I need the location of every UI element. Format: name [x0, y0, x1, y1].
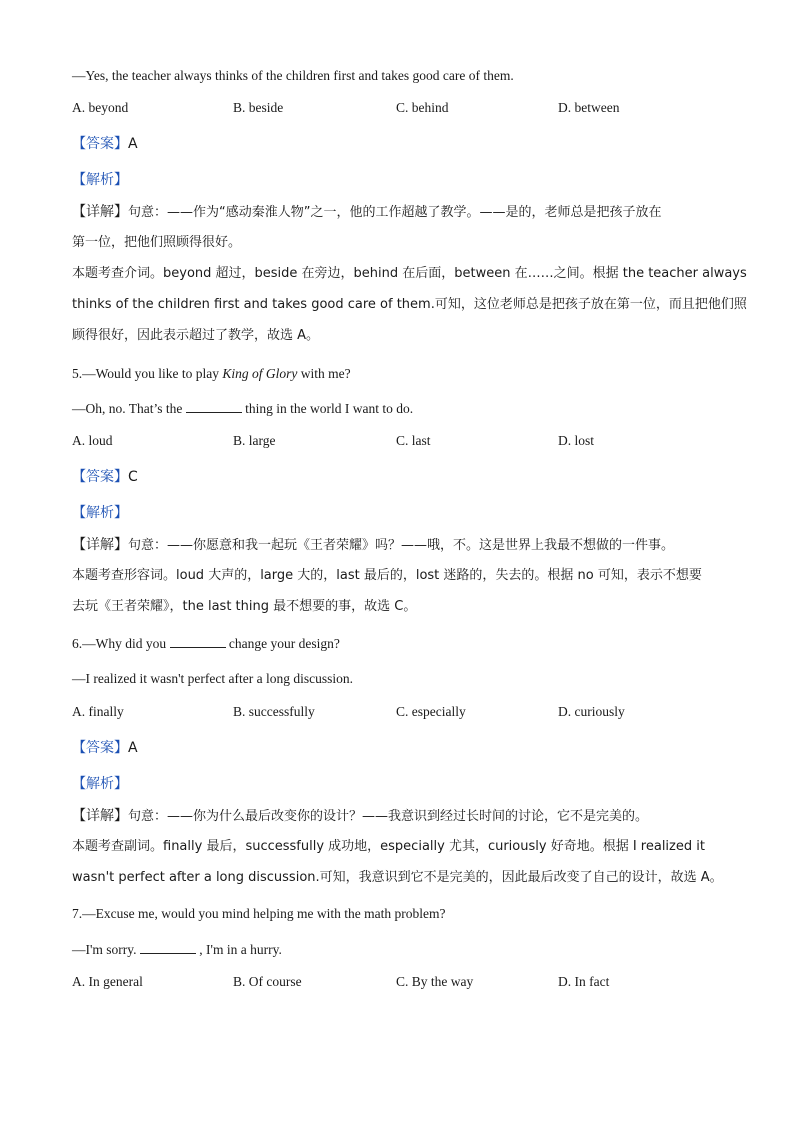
q4-reply: —Yes, the teacher always thinks of the children first and takes good care of them. — [72, 68, 514, 83]
q5-reply: —Oh, no. That’s the thing in the world I want to do. — [72, 401, 414, 416]
q4-option-c: C. behind — [396, 100, 449, 115]
q4-option-a: A. beyond — [72, 100, 129, 115]
q6-option-c: C. especially — [396, 704, 466, 719]
q6-answer — [72, 739, 138, 757]
q6-detail-line-2: 本题考查副词。finally 最后，successfully 成功地，especially 尤其，curiously 好奇地。根据 I realized it — [72, 839, 705, 854]
q7-option-c: C. By the way — [396, 974, 474, 989]
q7-reply: —I'm sorry. , I'm in a hurry. — [72, 942, 282, 957]
q4-answer — [72, 135, 138, 153]
q6-option-b: B. successfully — [233, 704, 315, 719]
q6-option-d: D. curiously — [558, 704, 625, 719]
q5-detail-line-3: 去玩《王者荣耀》，the last thing 最不想要的事，故选 C。 — [72, 599, 417, 614]
q7-option-a: A. In general — [72, 974, 143, 989]
q7-option-b: B. Of course — [233, 974, 302, 989]
q6-option-a: A. finally — [72, 704, 124, 719]
q4-detail-line-3: 本题考查介词。beyond 超过，beside 在旁边，behind 在后面，between 在……之间。根据 the teacher always — [72, 266, 747, 281]
q4-detail-line-1: 【详解】句意：——作为“感动秦淮人物”之一，他的工作超越了教学。——是的，老师总是把孩子放在 — [72, 204, 662, 220]
q6-prompt: 6.—Why did you change your design? — [72, 636, 340, 651]
answer-value: A — [128, 136, 138, 152]
q5-option-d: D. lost — [558, 433, 595, 448]
q6-detail-line-3: wasn't perfect after a long discussion.可知，我意识到它不是完美的，因此最后改变了自己的设计，故选 A。 — [72, 870, 723, 885]
answer-blank — [140, 941, 196, 954]
answer-blank — [186, 400, 242, 413]
q7-prompt: 7.—Excuse me, would you mind helping me with the math problem? — [72, 906, 446, 921]
q4-detail-line-5: 顾得很好，因此表示超过了教学，故选 A。 — [72, 328, 320, 343]
q5-prompt: 5.—Would you like to play King of Glory with me? — [72, 366, 351, 381]
q5-detail-line-2: 本题考查形容词。loud 大声的，large 大的，last 最后的，lost 迷路的，失去的。根据 no 可知，表示不想要 — [72, 568, 702, 583]
q6-detail-line-1: 【详解】句意：——你为什么最后改变你的设计？——我意识到经过长时间的讨论，它不是完美的。 — [72, 808, 649, 824]
q5-analysis-label: 【解析】 — [72, 505, 128, 521]
answer-value: A — [128, 740, 138, 756]
q6-reply: —I realized it wasn't perfect after a long discussion. — [72, 671, 353, 686]
q6-analysis-label: 【解析】 — [72, 776, 128, 792]
q4-detail-line-2: 第一位，把他们照顾得很好。 — [72, 235, 242, 250]
q5-option-a: A. loud — [72, 433, 113, 448]
game-title: King of Glory — [222, 366, 298, 381]
q4-option-d: D. between — [558, 100, 620, 115]
answer-value: C — [128, 469, 138, 485]
q5-detail-line-1: 【详解】句意：——你愿意和我一起玩《王者荣耀》吗？——哦，不。这是世界上我最不想做的一件事。 — [72, 537, 675, 553]
q4-option-b: B. beside — [233, 100, 284, 115]
answer-label: 【答案】 — [72, 136, 128, 152]
q7-option-d: D. In fact — [558, 974, 610, 989]
answer-label: 【答案】 — [72, 469, 128, 485]
answer-label: 【答案】 — [72, 740, 128, 756]
answer-blank — [170, 635, 226, 648]
q5-option-c: C. last — [396, 433, 431, 448]
q4-analysis-label: 【解析】 — [72, 172, 128, 188]
q5-option-b: B. large — [233, 433, 276, 448]
q4-detail-line-4: thinks of the children first and takes good care of them.可知，这位老师总是把孩子放在第一位，而且把他们照 — [72, 297, 747, 312]
q5-answer — [72, 468, 138, 486]
